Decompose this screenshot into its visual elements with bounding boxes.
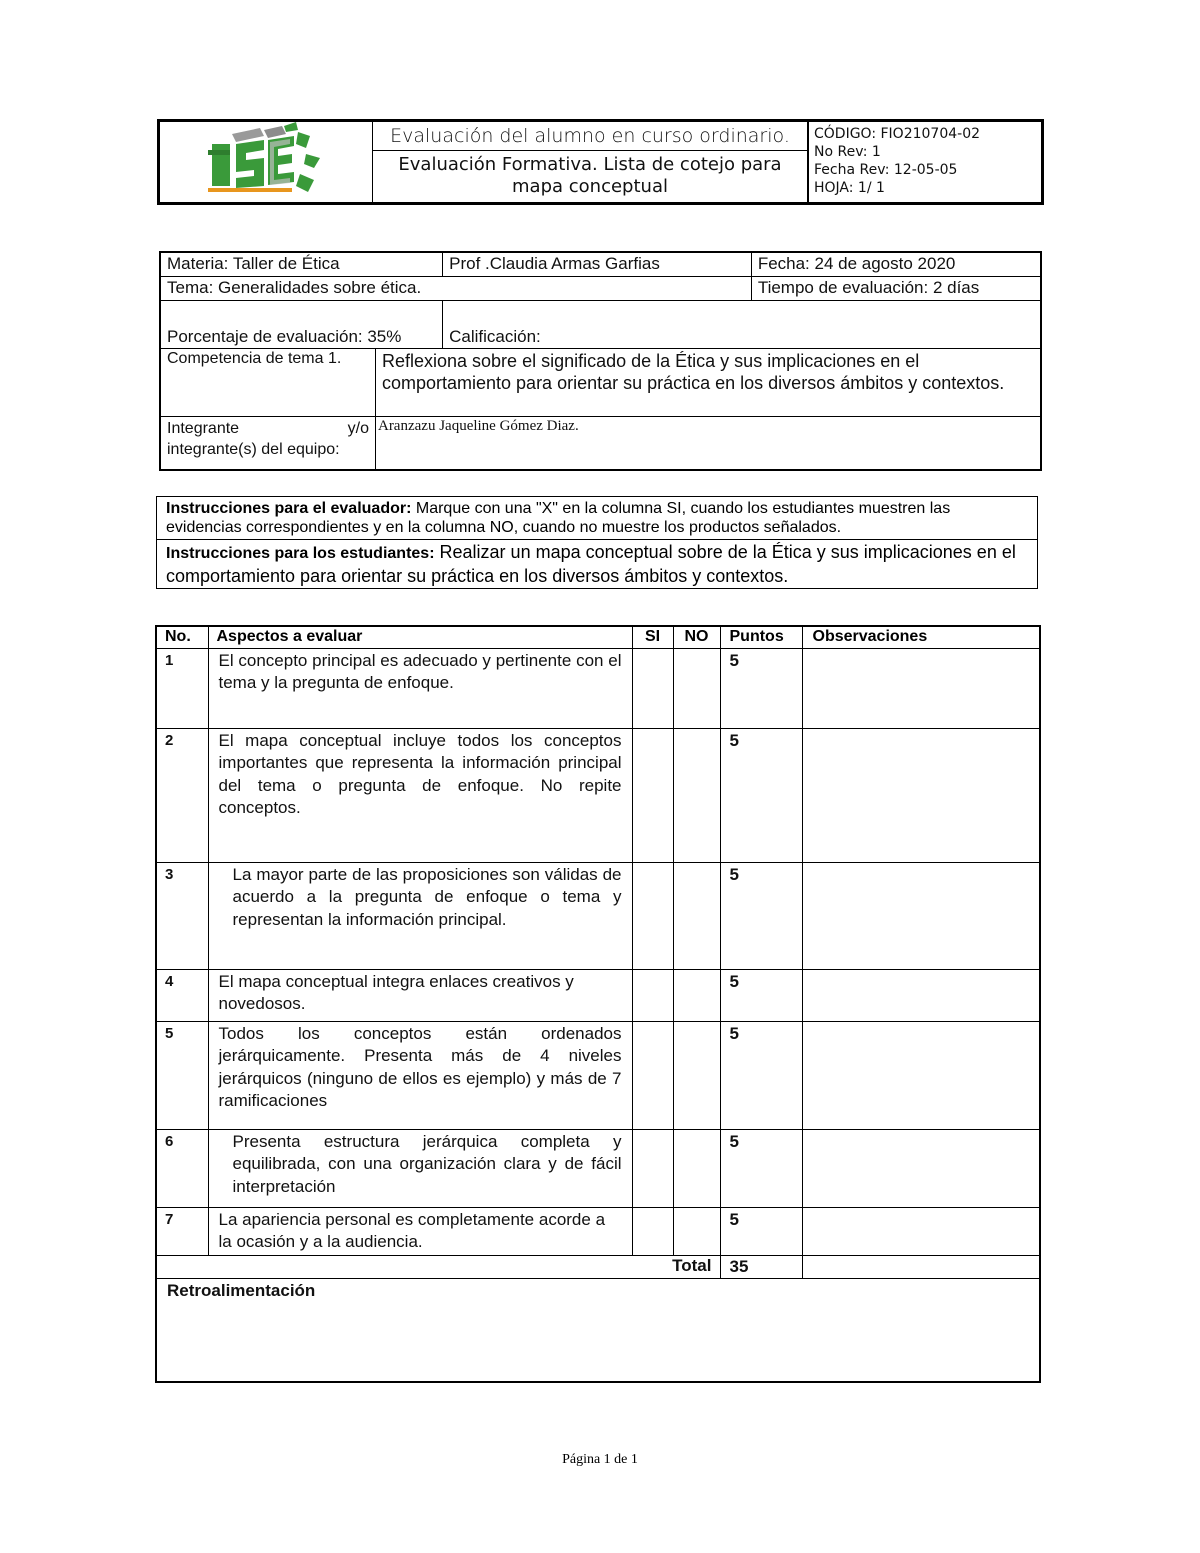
si-cell[interactable] <box>632 969 673 1021</box>
observaciones-cell[interactable] <box>802 1207 1040 1255</box>
tema: Tema: Generalidades sobre ética. <box>160 276 751 300</box>
instr-estudiantes: Instrucciones para los estudiantes: Realizar un mapa conceptual sobre de la Ética y sus implicaciones en el comportamiento para orientar su práctica en los diversos ámbitos y contextos. <box>157 539 1037 588</box>
retroalimentacion[interactable]: Retroalimentación <box>156 1278 1040 1382</box>
instr-evaluador: Instrucciones para el evaluador: Marque con una "X" en la columna SI, cuando los estudiantes muestren las evidencias correspondientes y en la columna NO, cuando no muestre los productos señalados. <box>166 500 951 536</box>
observaciones-cell[interactable] <box>802 969 1040 1021</box>
materia: Materia: Taller de Ética <box>160 252 443 276</box>
instructions-box <box>156 496 1038 589</box>
retro-row <box>156 1278 1040 1382</box>
observaciones-cell[interactable] <box>802 648 1040 728</box>
calificacion: Calificación: <box>443 300 1041 348</box>
hoja: HOJA: 1/ 1 <box>814 180 885 196</box>
competencia-text: Reflexiona sobre el significado de la Ética y sus implicaciones en el comportamiento para orientar su práctica en los diversos ámbitos y contextos. <box>375 348 1041 416</box>
logo-cell <box>160 122 373 202</box>
si-cell[interactable] <box>632 728 673 862</box>
si-cell[interactable] <box>632 1021 673 1129</box>
si-cell[interactable] <box>632 862 673 969</box>
no-cell[interactable] <box>673 648 720 728</box>
table-row: 3 La mayor parte de las proposiciones son válidas de acuerdo a la pregunta de enfoque o tema y representan la información principal. 5 <box>156 862 1040 969</box>
table-row: 6 Presenta estructura jerárquica completa y equilibrada, con una organización clara y de fácil interpretación 5 <box>156 1129 1040 1207</box>
header-codes <box>814 125 980 197</box>
tiempo: Tiempo de evaluación: 2 días <box>751 276 1041 300</box>
no-cell[interactable] <box>673 1207 720 1255</box>
integrante-value: Aranzazu Jaqueline Gómez Diaz. <box>375 416 1041 470</box>
observaciones-cell[interactable] <box>802 1021 1040 1129</box>
col-puntos: Puntos <box>720 626 802 648</box>
header-title: Evaluación del alumno en curso ordinario. <box>373 122 807 151</box>
observaciones-cell[interactable] <box>802 728 1040 862</box>
observaciones-cell[interactable] <box>802 1129 1040 1207</box>
col-aspectos: Aspectos a evaluar <box>208 626 632 648</box>
header-subtitle: Evaluación Formativa. Lista de cotejo para mapa conceptual <box>398 154 782 197</box>
table-row: 1 El concepto principal es adecuado y pertinente con el tema y la pregunta de enfoque. 5 <box>156 648 1040 728</box>
porcentaje: Porcentaje de evaluación: 35% <box>160 300 443 348</box>
total-value: 35 <box>720 1255 802 1278</box>
col-no-answer: NO <box>673 626 720 648</box>
no-rev: No Rev: 1 <box>814 144 881 160</box>
col-no: No. <box>156 626 208 648</box>
table-row: 5 Todos los conceptos están ordenados jerárquicamente. Presenta más de 4 niveles jerárquicos (ninguno de ellos es ejemplo) y más de 7 ramificaciones 5 <box>156 1021 1040 1129</box>
integrante-label: Integrante y/o integrante(s) del equipo: <box>160 416 375 470</box>
profesor: Prof .Claudia Armas Garfias <box>443 252 752 276</box>
institution-logo <box>160 122 370 202</box>
table-row: 7 La apariencia personal es completamente acorde a la ocasión y a la audiencia. 5 <box>156 1207 1040 1255</box>
document-header <box>157 119 1044 205</box>
si-cell[interactable] <box>632 1129 673 1207</box>
col-si: SI <box>632 626 673 648</box>
table-row: 4 El mapa conceptual integra enlaces creativos y novedosos. 5 <box>156 969 1040 1021</box>
si-cell[interactable] <box>632 1207 673 1255</box>
total-row <box>156 1255 1040 1278</box>
no-cell[interactable] <box>673 969 720 1021</box>
col-observaciones: Observaciones <box>802 626 1040 648</box>
table-row: 2 El mapa conceptual incluye todos los conceptos importantes que representa la información principal del tema o pregunta de enfoque. No repite conceptos. 5 <box>156 728 1040 862</box>
codigo: CÓDIGO: FIO210704-02 <box>814 126 981 142</box>
no-cell[interactable] <box>673 1129 720 1207</box>
page-footer: Página 1 de 1 <box>562 1452 638 1467</box>
info-table <box>159 251 1042 471</box>
observaciones-cell[interactable] <box>802 862 1040 969</box>
fecha-rev: Fecha Rev: 12-05-05 <box>814 162 958 178</box>
checklist-table <box>155 625 1041 1383</box>
competencia-label: Competencia de tema 1. <box>160 348 375 416</box>
si-cell[interactable] <box>632 648 673 728</box>
no-cell[interactable] <box>673 862 720 969</box>
fecha: Fecha: 24 de agosto 2020 <box>751 252 1041 276</box>
total-label: Total <box>156 1255 720 1278</box>
no-cell[interactable] <box>673 1021 720 1129</box>
header-titles <box>373 122 809 202</box>
no-cell[interactable] <box>673 728 720 862</box>
